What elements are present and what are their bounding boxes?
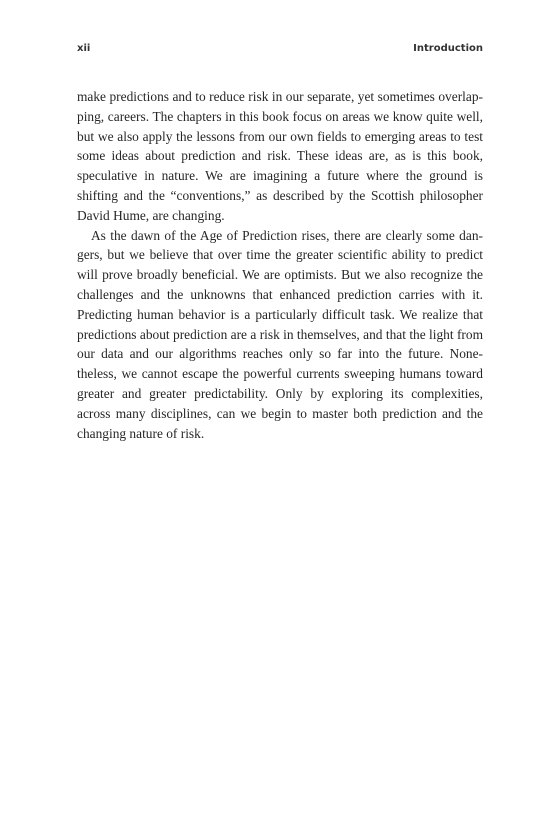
body-text [77,87,483,443]
paragraph-continued: make predictions and to reduce risk in our separate, yet sometimes overlapping, careers. The chapters in this book focus on areas we know quite well, but we also apply the lessons from our own fields to emerging areas to test some ideas about prediction and risk. These ideas are, as is this book, speculative in nature. We are imagining a future where the ground is shifting and the “conventions,” as described by the Scottish philosopher David Hume, are changing. [77,89,483,223]
paragraph: As the dawn of the Age of Prediction rises, there are clearly some dangers, but we believe that over time the greater scientific ability to predict will prove broadly beneficial. We are optimists. But we also recognize the challenges and the unknowns that enhanced prediction carries with it. Predicting human behavior is a particularly difficult task. We realize that predictions about prediction are a risk in themselves, and that the light from our data and our algorithms reaches only so far into the future. Nonetheless, we cannot escape the powerful currents sweeping humans toward greater and greater predictability. Only by exploring its complexities, across many disciplines, can we begin to master both prediction and the changing nature of risk. [77,227,483,441]
running-head [77,43,483,59]
page-number: xii [77,43,91,54]
section-title: Introduction [413,43,483,54]
